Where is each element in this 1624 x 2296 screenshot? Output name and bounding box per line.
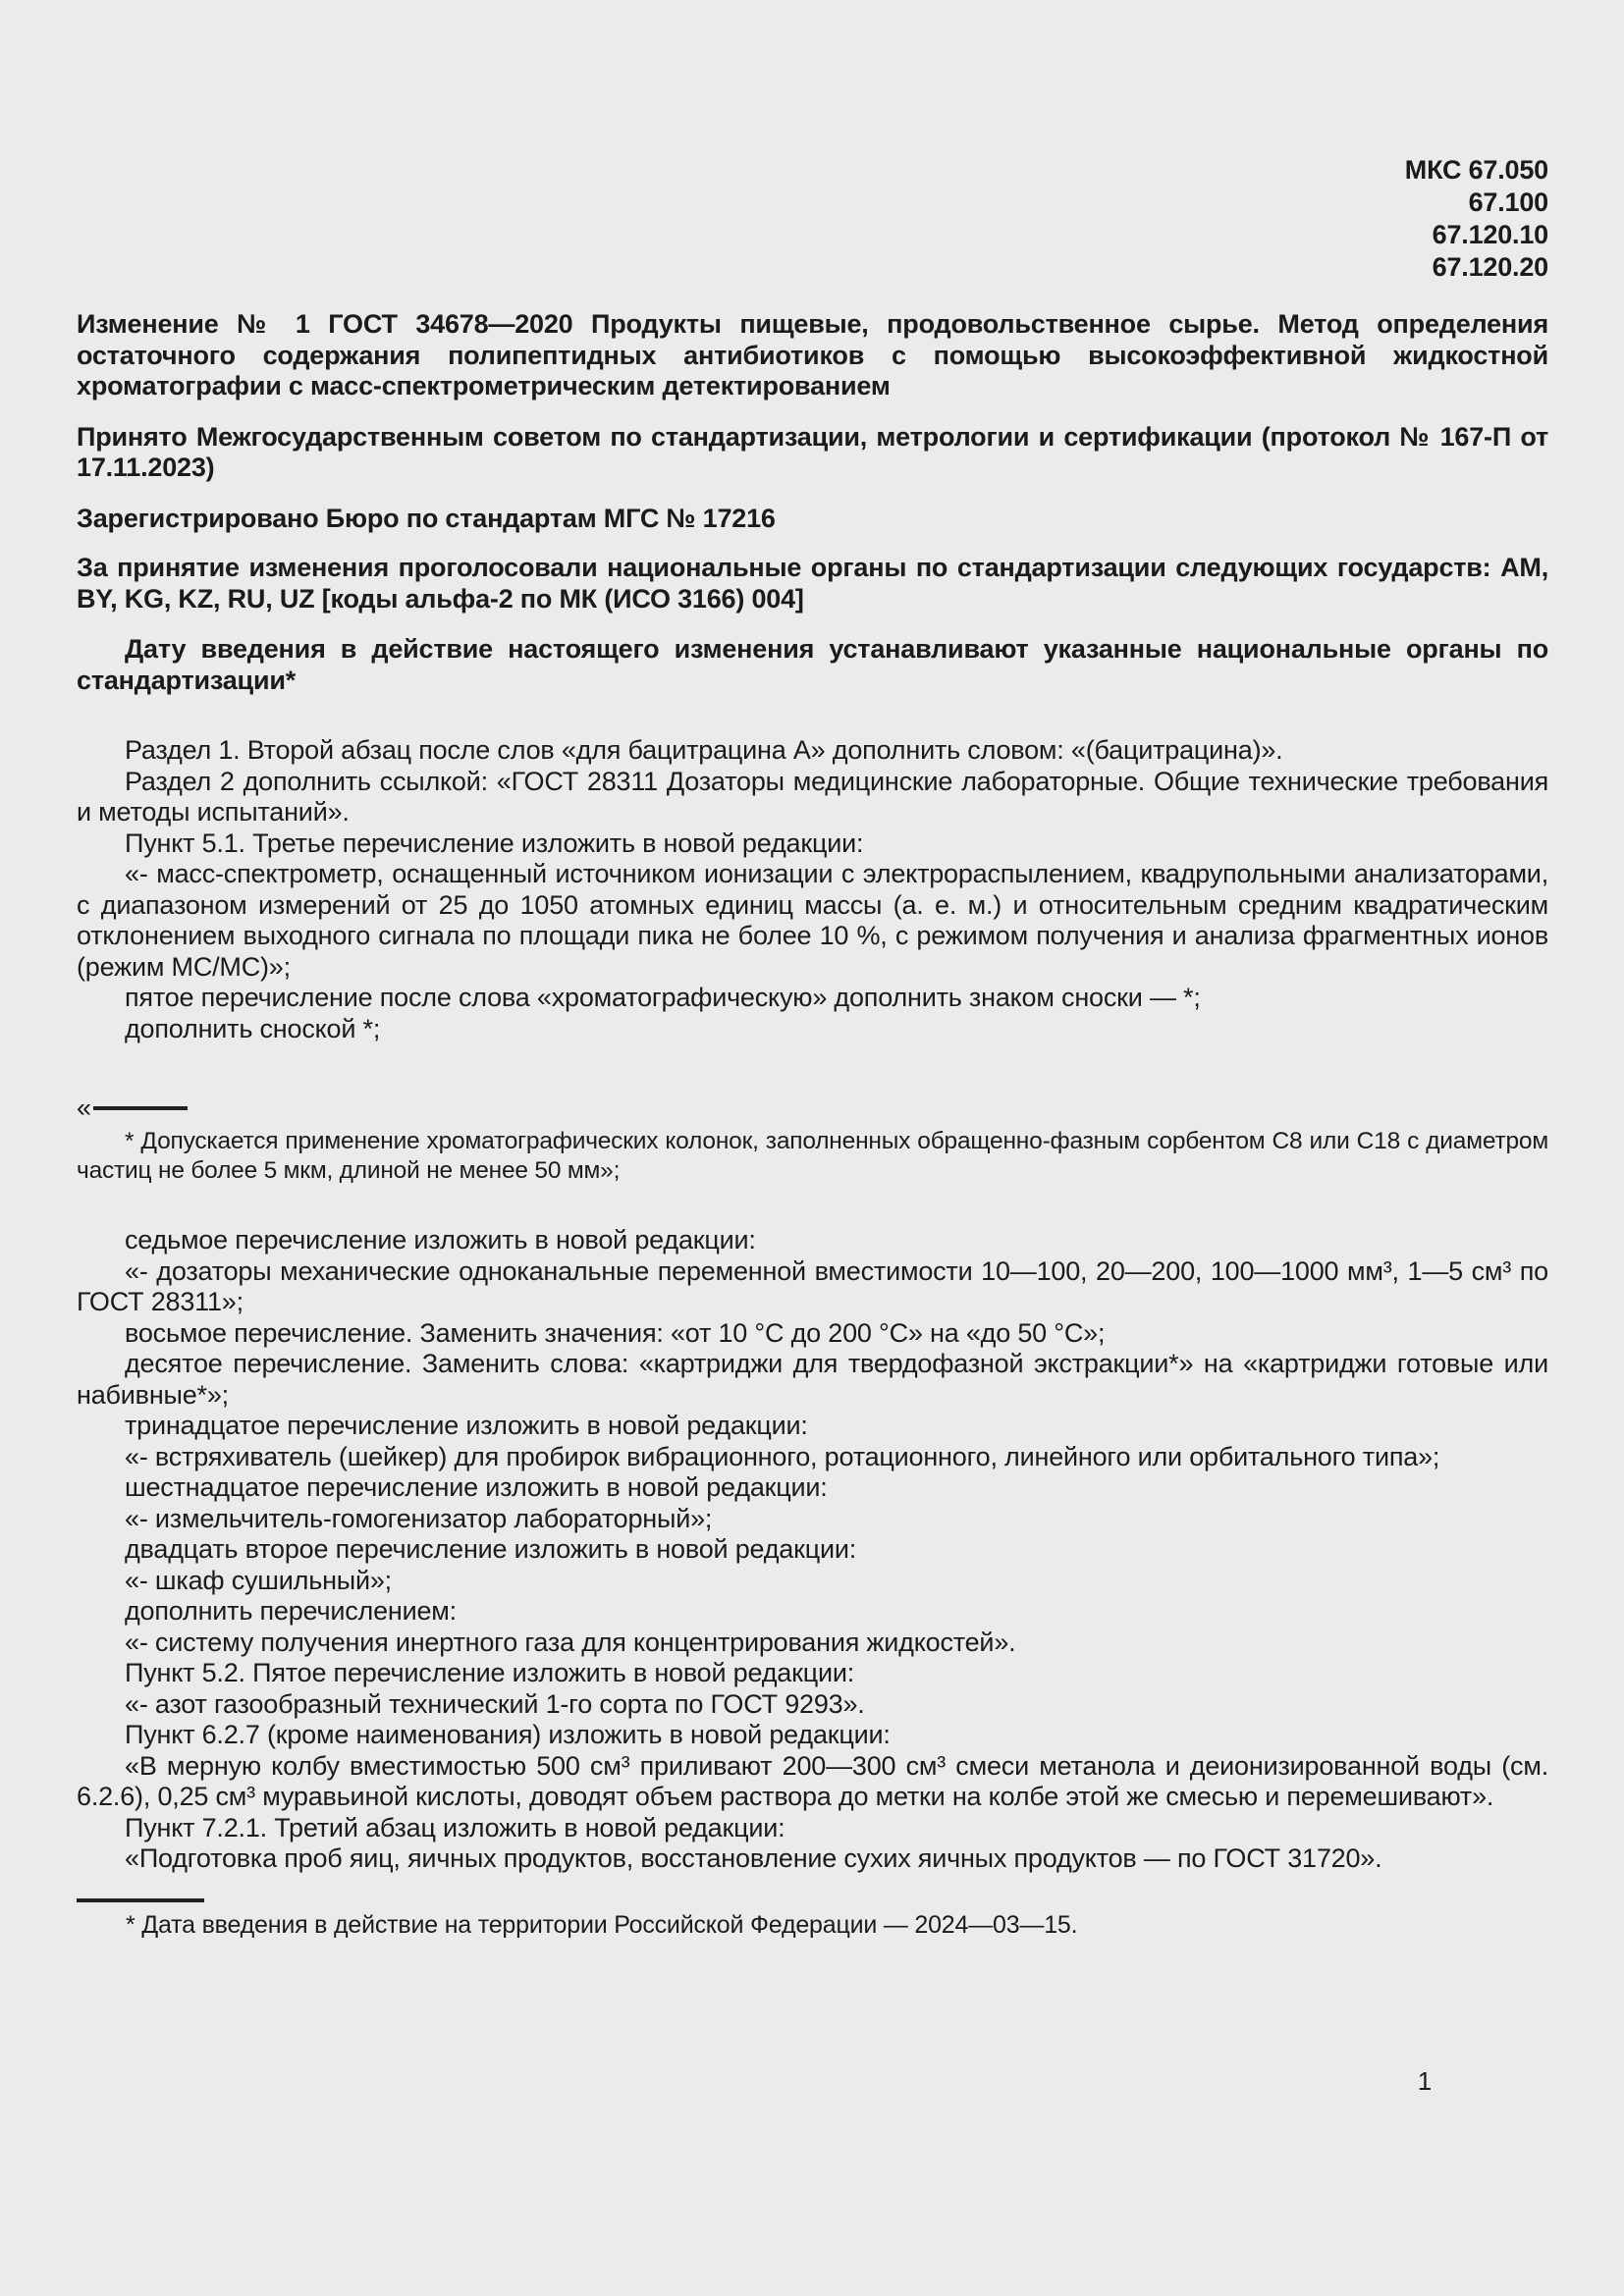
footnote-rule (77, 1898, 204, 1902)
voted-paragraph: За принятие изменения проголосовали национальные органы по стандартизации следующих государств: AM, BY, KG, KZ, RU, UZ [коды альфа-2 по МК (ИСО 3166) 004] (77, 553, 1548, 614)
body-paragraph: «Подготовка проб яиц, яичных продуктов, восстановление сухих яичных продуктов — по ГОСТ 31720». (125, 1843, 1382, 1874)
effective-date-paragraph: Дату введения в действие настоящего изменения устанавливают указанные национальные органы по стандартизации* (77, 634, 1548, 695)
body-paragraph: Пункт 5.1. Третье перечисление изложить в новой редакции: (125, 828, 864, 858)
inline-footnote-text: * Допускается применение хроматографических колонок, заполненных обращенно-фазным сорбентом С8 или С18 с диаметром частиц не более 5 мкм, длиной не менее 50 мм»; (77, 1128, 1548, 1185)
body-paragraph: Раздел 2 дополнить ссылкой: «ГОСТ 28311 Дозаторы медицинские лабораторные. Общие технические требования и методы испытаний». (77, 766, 1548, 827)
page-footnote-block (77, 1898, 1548, 1940)
body-paragraph: «- дозаторы механические одноканальные переменной вместимости 10—100, 20—200, 100—1000 мм³, 1—5 см³ по ГОСТ 28311»; (77, 1255, 1548, 1317)
body-paragraph: «В мерную колбу вместимостью 500 см³ приливают 200—300 см³ смеси метанола и деионизированной воды (см. 6.2.6), 0,25 см³ муравьиной кислоты, доводят объем раствора до метки на колбе этой же смесью и перемешивают». (77, 1750, 1548, 1812)
ics-code-line: МКС 67.050 (1404, 155, 1548, 185)
amendment-items-section-1 (77, 735, 1548, 1044)
body-paragraph: Пункт 5.2. Пятое перечисление изложить в новой редакции: (125, 1658, 855, 1688)
ics-code-line: 67.120.20 (1432, 252, 1548, 282)
body-paragraph: «- масс-спектрометр, оснащенный источником ионизации с электрораспылением, квадрупольными анализаторами, с диапазоном измерений от 25 до 1050 атомных единиц массы (а. е. м.) и относительным средним квадратическим отклонением выходного сигнала по площади пика не более 10 %, с режимом получения и анализа фрагментных ионов (режим МС/МС)»; (77, 859, 1548, 982)
body-paragraph: дополнить перечислением: (125, 1596, 457, 1627)
page-number: 1 (1417, 2066, 1432, 2096)
footnote-text: * Дата введения в действие на территории Российской Федерации — 2024—03—15. (126, 1910, 1078, 1939)
body-paragraph: двадцать второе перечисление изложить в новой редакции: (125, 1534, 857, 1565)
body-paragraph: шестнадцатое перечисление изложить в новой редакции: (125, 1472, 828, 1503)
body-paragraph: «- встряхиватель (шейкер) для пробирок вибрационного, ротационного, линейного или орбитального типа»; (125, 1441, 1440, 1471)
inline-footnote-separator (77, 1092, 1548, 1123)
ics-codes-block (77, 154, 1548, 284)
body-paragraph: Раздел 1. Второй абзац после слов «для бацитрацина А» дополнить словом: «(бацитрацина)». (125, 735, 1283, 765)
amendment-items-section-2 (77, 1225, 1548, 1875)
body-paragraph: «- шкаф сушильный»; (125, 1565, 392, 1595)
body-paragraph: Пункт 7.2.1. Третий абзац изложить в новой редакции: (125, 1812, 785, 1842)
body-paragraph: дополнить сноской *; (125, 1013, 381, 1043)
body-paragraph: пятое перечисление после слова «хроматографическую» дополнить знаком сноски — *; (125, 983, 1201, 1012)
body-paragraph: «- систему получения инертного газа для концентрирования жидкостей». (125, 1627, 1016, 1657)
amendment-title: Изменение № 1 ГОСТ 34678—2020 Продукты пищевые, продовольственное сырье. Метод определения остаточного содержания полипептидных антибиотиков с помощью высокоэффективной жидкостной хроматографии с масс-спектрометрическим детектированием (77, 309, 1548, 400)
registered-paragraph: Зарегистрировано Бюро по стандартам МГС № 17216 (77, 503, 776, 533)
body-paragraph: седьмое перечисление изложить в новой редакции: (125, 1225, 756, 1255)
body-paragraph: «- измельчитель-гомогенизатор лабораторный»; (125, 1503, 713, 1533)
adopted-paragraph: Принято Межгосударственным советом по стандартизации, метрологии и сертификации (протокол № 167-П от 17.11.2023) (77, 421, 1548, 482)
body-paragraph: восьмое перечисление. Заменить значения: «от 10 °С до 200 °С» на «до 50 °С»; (125, 1317, 1106, 1348)
ics-code-line: 67.100 (1468, 187, 1548, 217)
footnote-rule (93, 1106, 188, 1110)
ics-code-line: 67.120.10 (1432, 220, 1548, 249)
body-paragraph: Пункт 6.2.7 (кроме наименования) изложить в новой редакции: (125, 1720, 891, 1750)
body-paragraph: тринадцатое перечисление изложить в новой редакции: (125, 1411, 808, 1441)
body-paragraph: «- азот газообразный технический 1-го сорта по ГОСТ 9293». (125, 1688, 865, 1719)
body-paragraph: десятое перечисление. Заменить слова: «картриджи для твердофазной экстракции*» на «картриджи готовые или набивные*»; (77, 1349, 1548, 1410)
open-quote-mark: « (77, 1093, 91, 1123)
